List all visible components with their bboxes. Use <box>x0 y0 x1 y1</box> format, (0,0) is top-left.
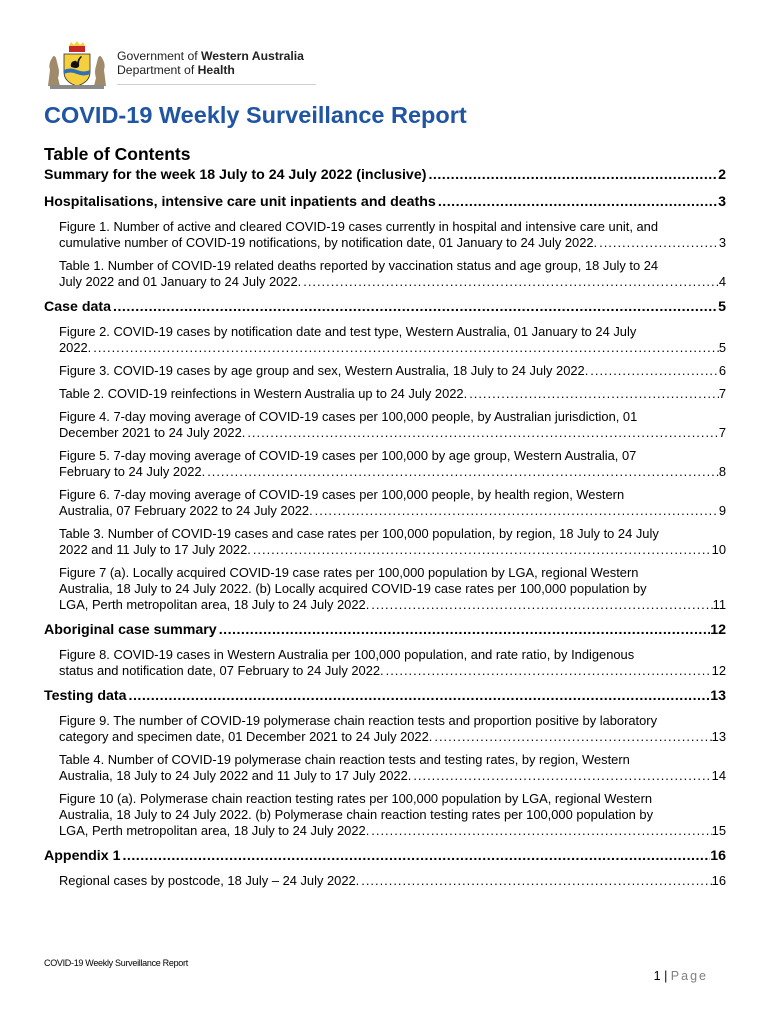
toc-subentry[interactable] <box>44 873 726 889</box>
toc-dot-leader <box>597 235 719 251</box>
toc-page-number: 11 <box>712 597 726 612</box>
toc-entry-text: Figure 8. COVID-19 cases in Western Australia per 100,000 population, and rate ratio, by Indigenous <box>59 647 635 662</box>
toc-page-number: 15 <box>711 823 726 838</box>
toc-entry-text: Appendix 1 <box>44 848 121 864</box>
toc-dot-leader <box>432 729 711 745</box>
toc-dot-leader <box>369 823 711 839</box>
footer-page-number <box>654 969 708 983</box>
toc-dot-leader <box>359 873 711 889</box>
toc-entry-text: Figure 4. 7-day moving average of COVID-19 cases per 100,000 people, by Australian jurisdiction, 01 <box>59 409 638 424</box>
toc-page-number: 5 <box>718 299 726 315</box>
toc-subentry[interactable] <box>44 409 726 441</box>
toc-section-entry[interactable] <box>44 166 726 185</box>
toc-entry-text: Figure 9. The number of COVID-19 polymerase chain reaction tests and proportion positive by laboratory <box>59 713 658 728</box>
toc-page-number: 14 <box>711 768 726 783</box>
toc-dot-leader <box>436 193 718 212</box>
toc-page-number: 13 <box>710 688 726 704</box>
toc-page-number: 16 <box>710 848 726 864</box>
toc-entry-text: Figure 2. COVID-19 cases by notification date and test type, Western Australia, 01 January to 24 July <box>59 324 637 339</box>
toc-entry-text: Table 2. COVID-19 reinfections in Western Australia up to 24 July 2022. <box>59 386 468 401</box>
footer-report-name: COVID-19 Weekly Surveillance Report <box>44 958 188 968</box>
toc-page-number: 4 <box>718 274 726 289</box>
organisation-name: Government of Western Australia Department of Health <box>117 49 304 77</box>
toc-section-entry[interactable] <box>44 193 726 212</box>
toc-subentry[interactable] <box>44 713 726 745</box>
header-logo <box>44 40 316 92</box>
toc-dot-leader <box>111 298 718 317</box>
toc-heading: Table of Contents <box>44 144 191 164</box>
toc-page-number: 7 <box>718 386 726 401</box>
toc-page-number: 9 <box>718 503 726 518</box>
toc-page-number: 12 <box>710 622 726 638</box>
toc-page-number: 3 <box>718 194 726 210</box>
toc-entry-text: Case data <box>44 299 112 315</box>
toc-entry-text: Figure 10 (a). Polymerase chain reaction testing rates per 100,000 population by LGA, regional Western <box>59 791 653 806</box>
toc-entry-text: Figure 7 (a). Locally acquired COVID-19 case rates per 100,000 population by LGA, regional Western <box>59 565 639 580</box>
page-number: 1 <box>653 969 661 983</box>
toc-section-entry[interactable] <box>44 847 726 866</box>
toc-subentry[interactable] <box>44 647 726 679</box>
toc-entry-text: status and notification date, 07 February to 24 July 2022. <box>59 663 384 678</box>
header-divider <box>117 84 316 85</box>
toc-entry-text: Australia, 18 July to 24 July 2022. (b) Polymerase chain reaction testing rates per 100,000 population by <box>59 807 654 822</box>
toc-page-number: 2 <box>718 167 726 183</box>
toc-dot-leader <box>467 386 719 402</box>
toc-dot-leader <box>426 166 718 185</box>
wa-coat-of-arms-icon <box>44 40 110 90</box>
toc-entry-text: Australia, 07 February 2022 to 24 July 2022. <box>59 503 313 518</box>
toc-entry-text: Figure 5. 7-day moving average of COVID-19 cases per 100,000 by age group, Western Australia, 07 <box>59 448 637 463</box>
toc-dot-leader <box>369 597 712 613</box>
toc-page-number: 5 <box>718 340 726 355</box>
table-of-contents <box>44 164 726 889</box>
toc-entry-text: LGA, Perth metropolitan area, 18 July to 24 July 2022. <box>59 823 370 838</box>
toc-entry-text: February to 24 July 2022. <box>59 464 206 479</box>
toc-subentry[interactable] <box>44 448 726 480</box>
toc-dot-leader <box>313 503 719 519</box>
toc-dot-leader <box>251 542 712 558</box>
toc-section-entry[interactable] <box>44 687 726 706</box>
toc-dot-leader <box>91 340 719 356</box>
toc-entry-text: Figure 3. COVID-19 cases by age group and sex, Western Australia, 18 July to 24 July 2022. <box>59 363 589 378</box>
toc-entry-text: Table 4. Number of COVID-19 polymerase chain reaction tests and testing rates, by region, Western <box>59 752 630 767</box>
toc-dot-leader <box>127 687 711 706</box>
toc-subentry[interactable] <box>44 526 726 558</box>
toc-entry-text: 2022 and 11 July to 17 July 2022. <box>59 542 251 557</box>
toc-entry-text: Hospitalisations, intensive care unit inpatients and deaths <box>44 194 436 210</box>
toc-subentry[interactable] <box>44 324 726 356</box>
toc-entry-text: Figure 6. 7-day moving average of COVID-19 cases per 100,000 people, by health region, Western <box>59 487 625 502</box>
toc-page-number: 7 <box>718 425 726 440</box>
toc-page-number: 3 <box>718 235 726 250</box>
toc-entry-text: Australia, 18 July to 24 July 2022 and 11 July to 17 July 2022. <box>59 768 412 783</box>
toc-subentry[interactable] <box>44 363 726 379</box>
toc-dot-leader <box>588 363 719 379</box>
toc-dot-leader <box>205 464 719 480</box>
toc-subentry[interactable] <box>44 386 726 402</box>
toc-dot-leader <box>301 274 719 290</box>
toc-entry-text: Aboriginal case summary <box>44 622 217 638</box>
toc-entry-text: Testing data <box>44 688 127 704</box>
toc-page-number: 10 <box>711 542 726 557</box>
toc-subentry[interactable] <box>44 219 726 251</box>
toc-entry-text: Australia, 18 July to 24 July 2022. (b) Locally acquired COVID-19 case rates per 100,000 population by <box>59 581 647 596</box>
toc-entry-text: category and specimen date, 01 December 2021 to 24 July 2022. <box>59 729 433 744</box>
toc-entry-text: Table 3. Number of COVID-19 cases and case rates per 100,000 population, by region, 18 July to 24 July <box>59 526 659 541</box>
toc-entry-text: December 2021 to 24 July 2022. <box>59 425 246 440</box>
toc-subentry[interactable] <box>44 565 726 613</box>
toc-entry-text: LGA, Perth metropolitan area, 18 July to 24 July 2022. <box>59 597 370 612</box>
toc-entry-text: Table 1. Number of COVID-19 related deaths reported by vaccination status and age group, 18 July to 24 <box>59 258 659 273</box>
toc-subentry[interactable] <box>44 752 726 784</box>
toc-entry-text: Summary for the week 18 July to 24 July 2022 (inclusive) <box>44 167 427 183</box>
toc-subentry[interactable] <box>44 487 726 519</box>
toc-section-entry[interactable] <box>44 621 726 640</box>
toc-dot-leader <box>245 425 719 441</box>
toc-entry-text: cumulative number of COVID-19 notifications, by notification date, 01 January to 24 July 2022. <box>59 235 598 250</box>
toc-dot-leader <box>217 621 711 640</box>
page-word: Page <box>670 969 708 983</box>
document-title: COVID-19 Weekly Surveillance Report <box>44 102 467 128</box>
toc-page-number: 13 <box>711 729 726 744</box>
toc-dot-leader <box>384 663 712 679</box>
toc-entry-text: 2022. <box>59 340 92 355</box>
toc-section-entry[interactable] <box>44 298 726 317</box>
toc-subentry[interactable] <box>44 258 726 290</box>
toc-page-number: 12 <box>711 663 726 678</box>
page-separator: | <box>664 969 668 983</box>
toc-entry-text: July 2022 and 01 January to 24 July 2022. <box>59 274 302 289</box>
toc-subentry[interactable] <box>44 791 726 839</box>
toc-entry-text: Regional cases by postcode, 18 July – 24 July 2022. <box>59 873 360 888</box>
toc-entry-text: Figure 1. Number of active and cleared COVID-19 cases currently in hospital and intensive care unit, and <box>59 219 659 234</box>
toc-page-number: 8 <box>718 464 726 479</box>
toc-page-number: 6 <box>718 363 726 378</box>
toc-page-number: 16 <box>711 873 726 888</box>
toc-dot-leader <box>120 847 710 866</box>
toc-dot-leader <box>411 768 711 784</box>
